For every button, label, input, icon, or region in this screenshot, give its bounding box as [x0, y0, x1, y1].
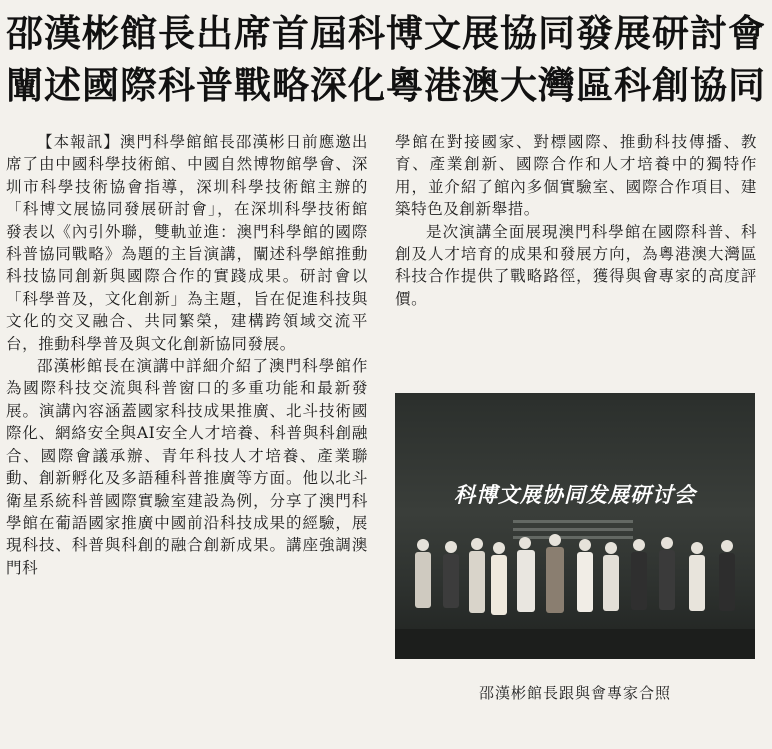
- headline-line-1: 邵漢彬館長出席首屆科博文展協同發展研討會: [6, 12, 766, 55]
- article-column-left: [6, 131, 368, 731]
- article-paragraph-1: 【本報訊】澳門科學館館長邵漢彬日前應邀出席了由中國科學技術館、中國自然博物館學會、深圳市科學技術協會指導，深圳科學技術館主辦的「科博文展協同發展研討會」，在深圳科學技術館發表以《內引外聯，雙軌並進：澳門科學館的國際科普協同戰略》為題的主旨演講，闡述科學館推動科技協同創新與國際合作的實踐成果。研討會以「科學普及，文化創新」為主題，旨在促進科技與文化的交叉融合、共同繁榮，建構跨領域交流平台，推動科學普及與文化創新協同發展。: [6, 133, 368, 353]
- photo-banner-text: 科博文展协同发展研讨会: [454, 483, 696, 507]
- group-of-people: [395, 393, 755, 659]
- photo-figure: [394, 392, 756, 722]
- headline: [0, 0, 772, 110]
- photo-caption: 邵漢彬館長跟與會專家合照: [478, 684, 671, 702]
- article-column-right: [395, 131, 757, 376]
- article-paragraph-2: 邵漢彬館長在演講中詳細介紹了澳門科學館作為國際科技交流與科普窗口的多重功能和最新發展。演講內容涵蓋國家科技成果推廣、北斗技術國際化、網絡安全與AI安全人才培養、科普與科創融合、國際會議承辦、青年科技人才培養、產業聯動、創新孵化及多語種科普推廣等方面。他以北斗衛星系統科普國際實驗室建設為例，分享了澳門科學館在葡語國家推廣中國前沿科技成果的經驗，展現科技、科普與科創的融合創新成果。講座強調澳門科: [6, 357, 368, 577]
- article-paragraph-3: 是次演講全面展現澳門科學館在國際科普、科創及人才培育的成果和發展方向，為粵港澳大灣區科技合作提供了戰略路徑，獲得與會專家的高度評價。: [395, 222, 757, 308]
- group-photo: [395, 393, 755, 659]
- article-paragraph-2-continued: 學館在對接國家、對標國際、推動科技傳播、教育、產業創新、國際合作和人才培養中的獨特作用，並介紹了館內多個實驗室、國際合作項目、建築特色及創新舉措。: [395, 133, 757, 219]
- headline-line-2: 闡述國際科普戰略深化粵港澳大灣區科創協同: [6, 64, 766, 107]
